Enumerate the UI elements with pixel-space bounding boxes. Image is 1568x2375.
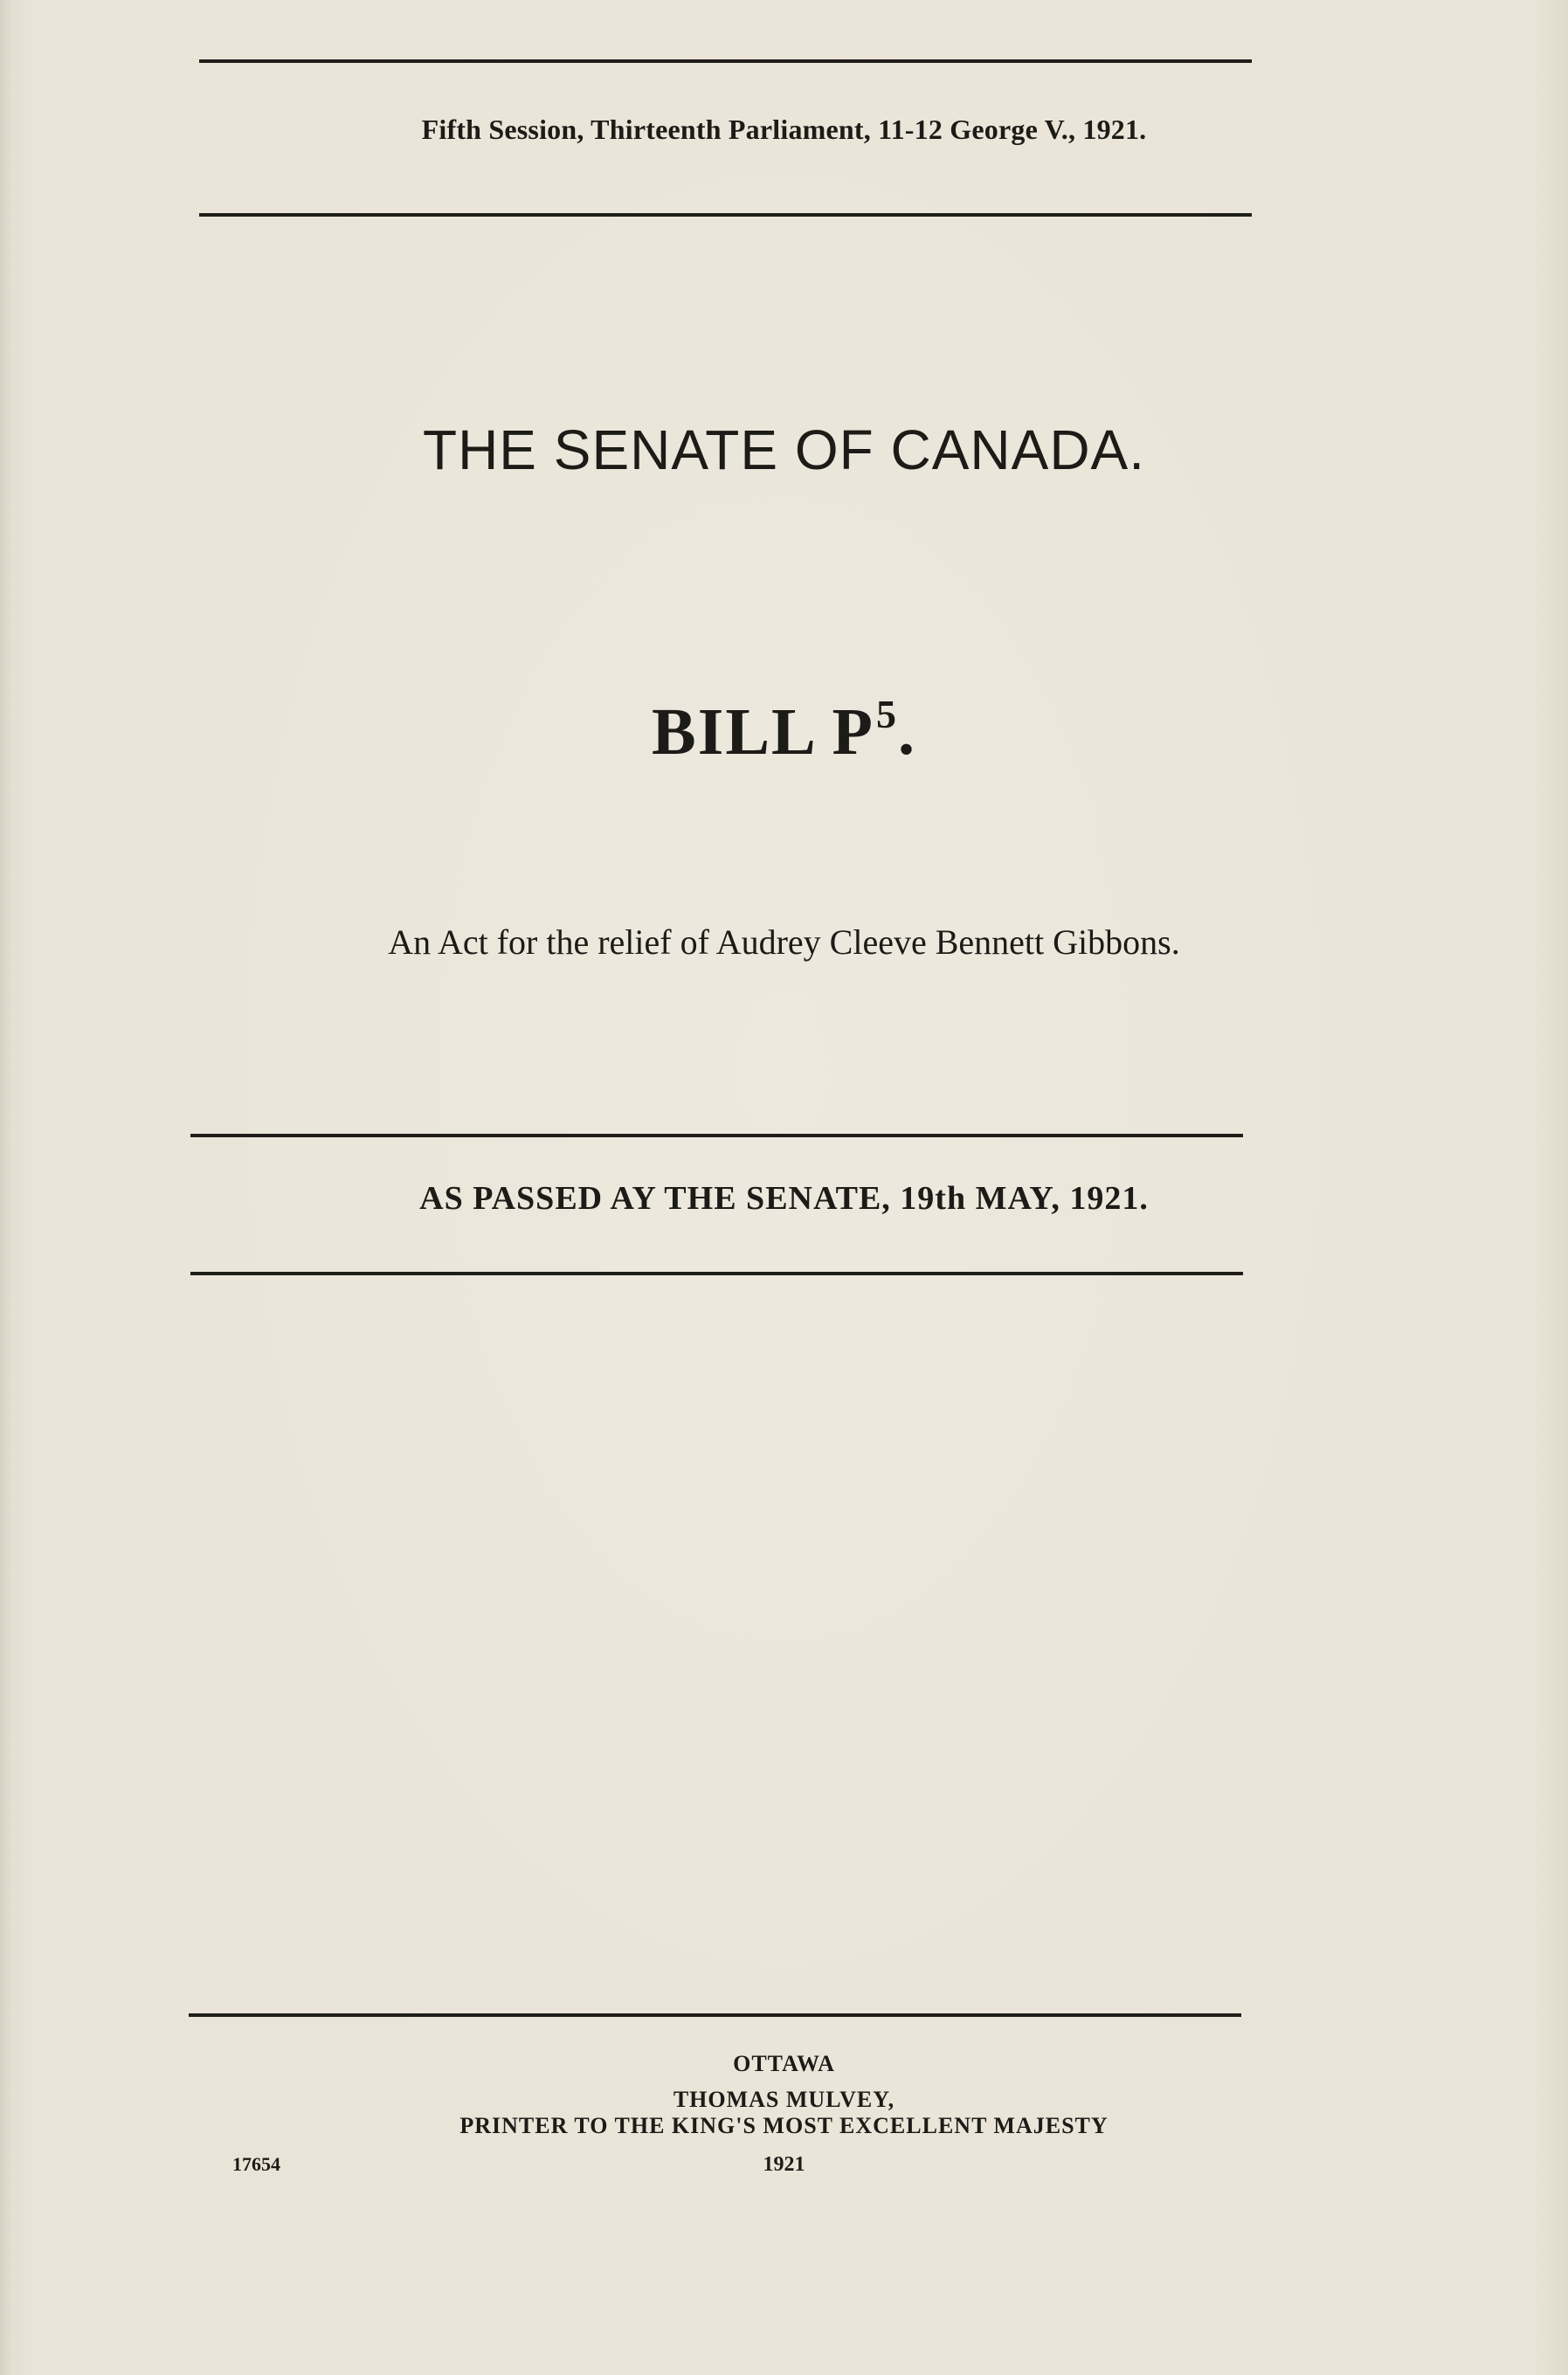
- bill-superscript: 5: [875, 692, 898, 736]
- imprint-top-rule: [189, 2013, 1241, 2017]
- passed-top-rule: [190, 1134, 1243, 1137]
- session-line: Fifth Session, Thirteenth Parliament, 11-12 George V., 1921.: [421, 114, 1147, 145]
- act-description: An Act for the relief of Audrey Cleeve Bennett Gibbons.: [388, 922, 1180, 962]
- imprint-city: OTTAWA: [733, 2051, 835, 2076]
- senate-heading: THE SENATE OF CANADA.: [422, 418, 1146, 481]
- top-rule: [199, 59, 1252, 63]
- imprint-year: 1921: [763, 2153, 805, 2176]
- bill-title: [0, 694, 1568, 770]
- reference-number: 17654: [232, 2153, 280, 2175]
- bill-suffix: .: [897, 695, 916, 769]
- session-bottom-rule: [199, 213, 1252, 217]
- bill-prefix: BILL P: [652, 695, 874, 769]
- passed-bottom-rule: [190, 1272, 1243, 1275]
- passed-status: AS PASSED AY THE SENATE, 19th MAY, 1921.: [419, 1180, 1149, 1217]
- imprint-printer-title: PRINTER TO THE KING'S MOST EXCELLENT MAJESTY: [459, 2113, 1109, 2138]
- imprint-printer: THOMAS MULVEY,: [673, 2087, 895, 2112]
